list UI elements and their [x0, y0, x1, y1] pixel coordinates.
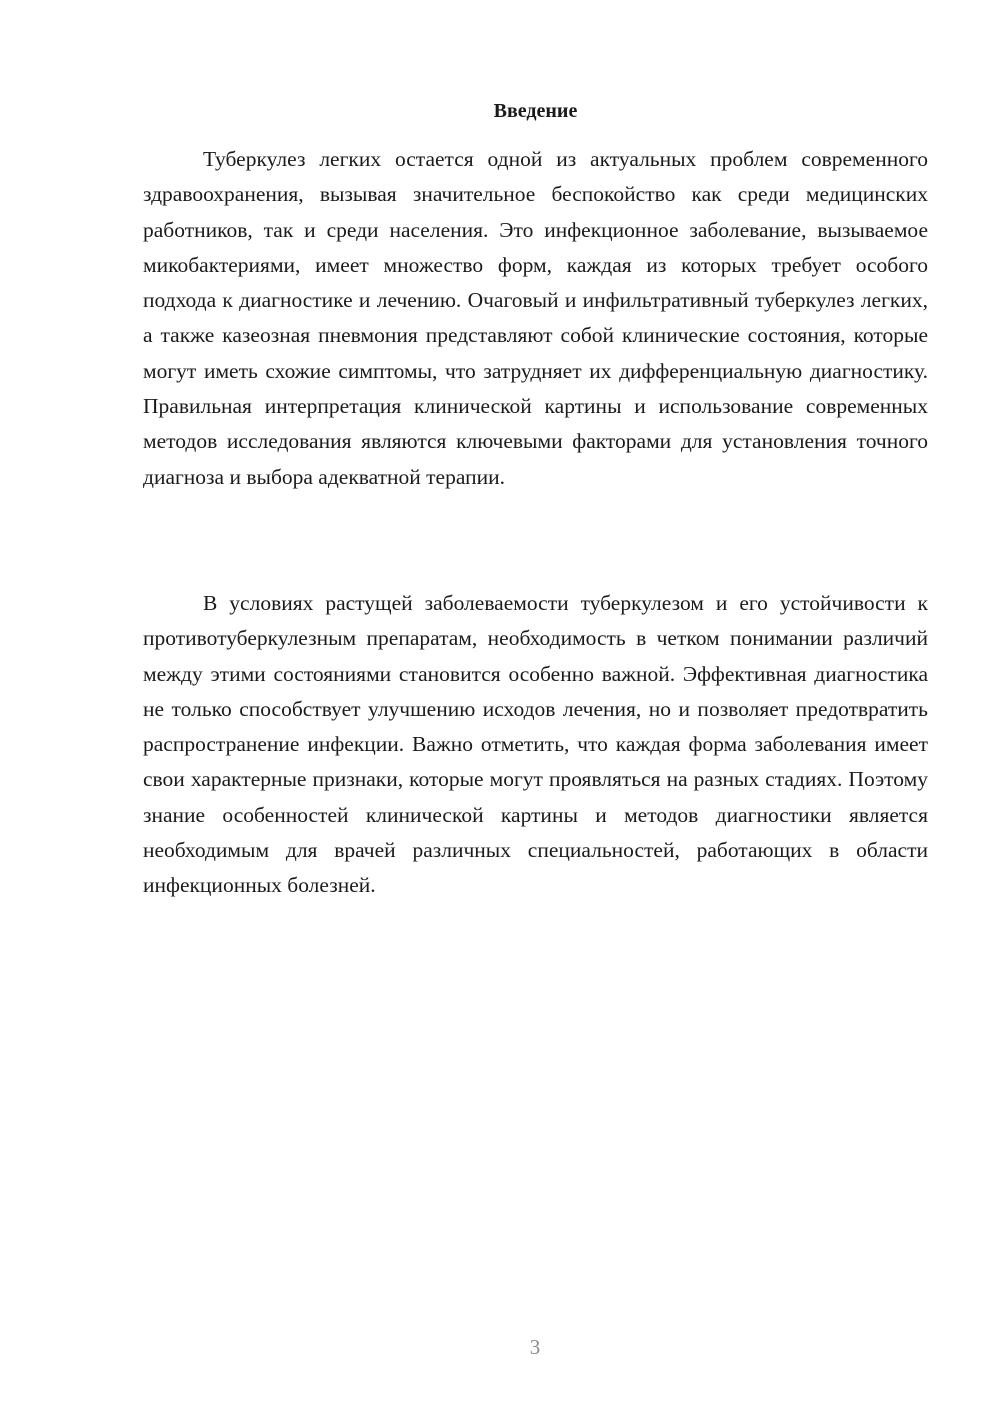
paragraph-1: Туберкулез легких остается одной из актуальных проблем современного здравоохранения, вызывая значительное беспокойство как среди медицинских работников, так и среди населения. Это инфекционное заболевание, вызываемое микобактериями, имеет множество форм, каждая из которых требует особого подхода к диагностике и лечению. Очаговый и инфильтративный туберкулез легких, а также казеозная пневмония представляют собой клинические состояния, которые могут иметь схожие симптомы, что затрудняет их дифференциальную диагностику. Правильная интерпретация клинической картины и использование современных методов исследования являются ключевыми факторами для установления точного диагноза и выбора адекватной терапии.: [143, 147, 928, 489]
page-number: 3: [529, 1335, 541, 1359]
paragraph-2: В условиях растущей заболеваемости туберкулезом и его устойчивости к противотуберкулезным препаратам, необходимость в четком понимании различий между этими состояниями становится особенно важной. Эффективная диагностика не только способствует улучшению исходов лечения, но и позволяет предотвратить распространение инфекции. Важно отметить, что каждая форма заболевания имеет свои характерные признаки, которые могут проявляться на разных стадиях. Поэтому знание особенностей клинической картины и методов диагностики является необходимым для врачей различных специальностей, работающих в области инфекционных болезней.: [143, 591, 928, 898]
section-title: Введение: [493, 100, 578, 122]
